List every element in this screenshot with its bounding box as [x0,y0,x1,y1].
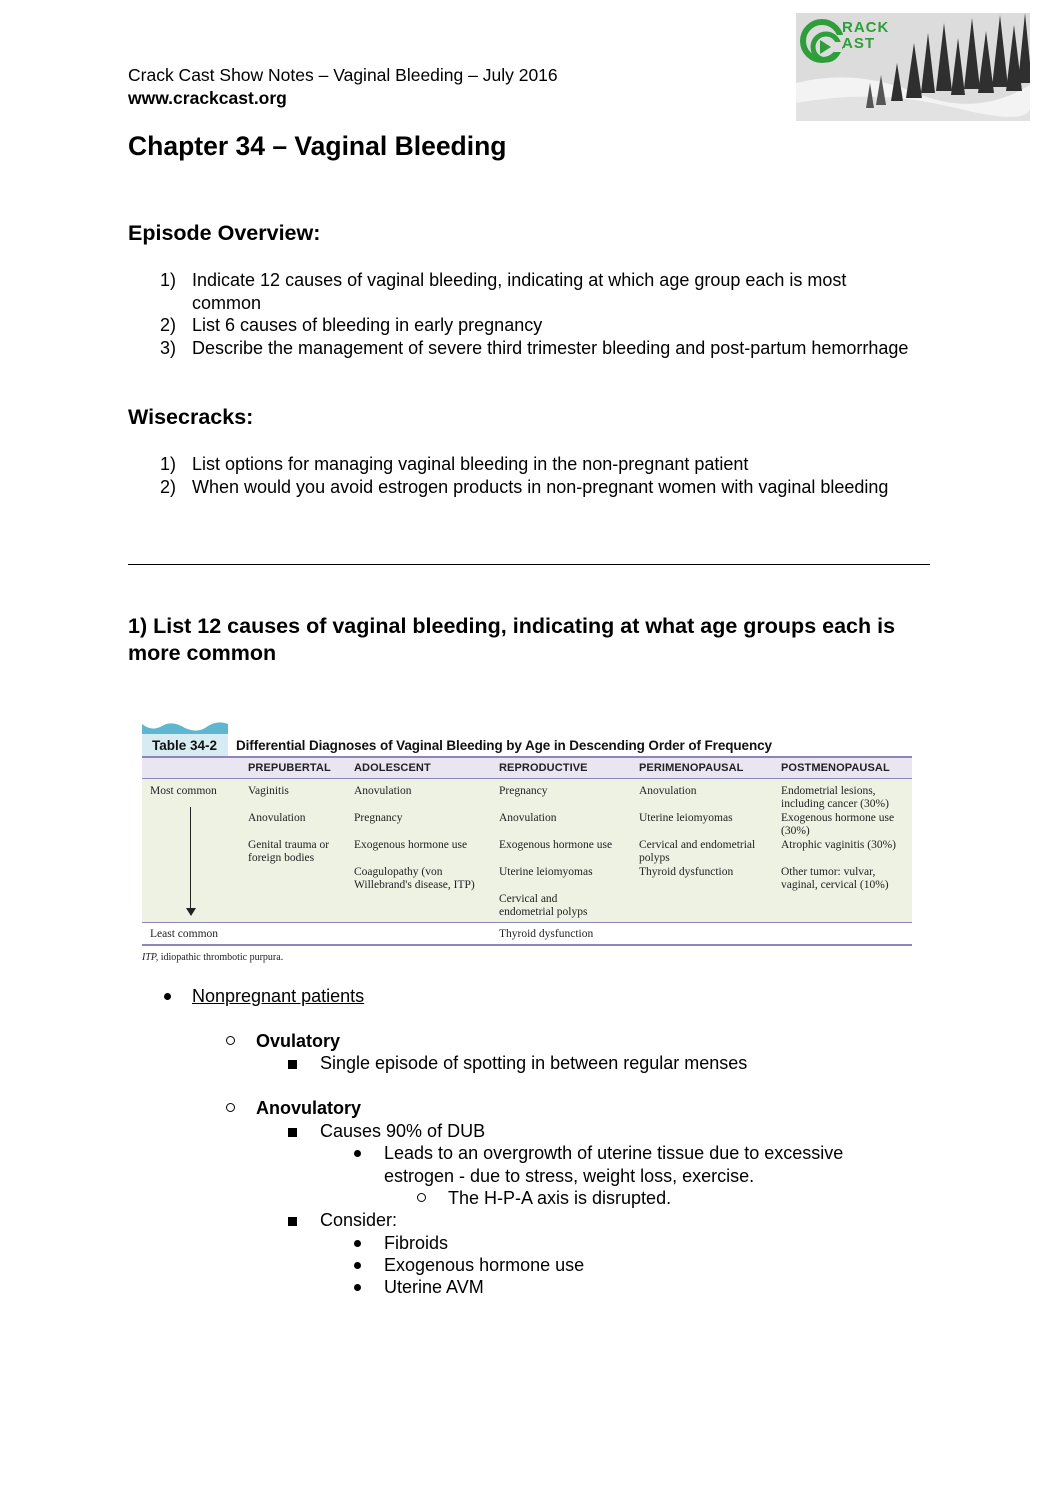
table-cell: Pregnancy [354,812,403,824]
ovulatory-label: Ovulatory [256,1031,341,1051]
logo-text-ast: AST [842,35,875,52]
overview-heading: Episode Overview: [128,221,321,245]
horizontal-rule [128,564,930,565]
table-cell: Endometrial lesions, including cancer (30%) [781,785,889,810]
bullet-dot-icon [354,1284,361,1291]
table-title: Differential Diagnoses of Vaginal Bleeding by Age in Descending Order of Frequency [236,738,772,753]
nonpregnant-label: Nonpregnant patients [192,986,365,1006]
table-cell: Uterine leiomyomas [639,812,733,824]
overgrowth-text: Leads to an overgrowth of uterine tissue due to excessive estrogen - due to stress, weight loss, exercise. [384,1143,844,1186]
frequency-arrow [190,807,191,913]
least-common-label: Least common [150,928,219,940]
col-prepubertal: PREPUBERTAL [248,762,331,774]
question-1-heading: 1) List 12 causes of vaginal bleeding, indicating at what age groups each is more common [128,614,896,665]
table-cell: Thyroid dysfunction [639,866,734,878]
col-postmenopausal: POSTMENOPAUSAL [781,762,890,774]
header-url[interactable]: www.crackcast.org [128,88,287,108]
bullet-square-icon [288,1217,297,1226]
table-cell: Coagulopathy (von Willebrand's disease, ITP) [354,866,475,891]
ovulatory-detail: Single episode of spotting in between regular menses [320,1053,748,1073]
table-cell: Cervical and endometrial polyps [639,839,756,864]
list-item: 2) When would you avoid estrogen products in non-pregnant women with vaginal bleeding [160,476,889,497]
table-cell: Uterine leiomyomas [499,866,593,878]
bullet-circle-icon [226,1036,235,1045]
list-item: 1) Indicate 12 causes of vaginal bleeding, indicating at which age group each is most common [160,270,847,313]
consider-item: Fibroids [384,1233,449,1253]
list-item: 1) List options for managing vaginal bleeding in the non-pregnant patient [160,454,749,474]
table-cell: Anovulation [639,785,697,797]
overview-list [160,269,920,359]
col-perimenopausal: PERIMENOPAUSAL [639,762,744,774]
hpa-text: The H-P-A axis is disrupted. [448,1188,672,1208]
table-label: Table 34-2 [152,738,218,753]
table-cell: Anovulation [499,812,557,824]
bullet-circle-icon [226,1103,235,1112]
logo-text-rack: RACK [842,19,890,36]
snowy-forest-image [796,13,1030,121]
anovulatory-label: Anovulatory [256,1098,362,1118]
table-cell: Other tumor: vulvar, vaginal, cervical (10%) [781,866,889,891]
table-cell: Atrophic vaginitis (30%) [781,839,896,851]
table-cell: Exogenous hormone use [499,839,613,851]
arrow-down-icon [186,908,196,916]
most-common-label: Most common [150,785,217,797]
differential-diagnosis-table [142,720,912,966]
bullet-square-icon [288,1060,297,1069]
header-title: Crack Cast Show Notes – Vaginal Bleeding – July 2016 [128,65,558,85]
bullet-dot-icon [354,1262,361,1269]
table-cell: Anovulation [248,812,306,824]
table-footnote: ITP, idiopathic thrombotic purpura. [142,952,284,963]
consider-label: Consider: [320,1210,398,1230]
table-cell: Thyroid dysfunction [499,928,594,940]
wisecracks-heading: Wisecracks: [128,405,254,429]
table-cell: Exogenous hormone use (30%) [781,812,895,837]
bullet-dot-icon [354,1150,361,1157]
col-adolescent: ADOLESCENT [354,762,431,774]
bullet-dot-icon [164,993,171,1000]
table-cell: Vaginitis [248,785,289,797]
consider-item: Exogenous hormone use [384,1255,585,1275]
bullet-circle-icon [417,1193,426,1202]
bullet-square-icon [288,1128,297,1137]
list-item: 2) List 6 causes of bleeding in early pregnancy [160,315,543,335]
table-cell: Cervical and endometrial polyps [499,893,588,918]
crackcast-logo [796,13,1030,121]
col-reproductive: REPRODUCTIVE [499,762,588,774]
causes-dub: Causes 90% of DUB [320,1121,486,1141]
consider-item: Uterine AVM [384,1277,484,1297]
page-title: Chapter 34 – Vaginal Bleeding [128,131,507,161]
wisecracks-list [160,453,920,498]
table-cell: Pregnancy [499,785,548,797]
table-cell: Anovulation [354,785,412,797]
bullet-dot-icon [354,1240,361,1247]
table-cell: Genital trauma or foreign bodies [248,839,330,864]
table-cell: Exogenous hormone use [354,839,468,851]
list-item: 3) Describe the management of severe third trimester bleeding and post-partum hemorrhage [160,337,909,358]
